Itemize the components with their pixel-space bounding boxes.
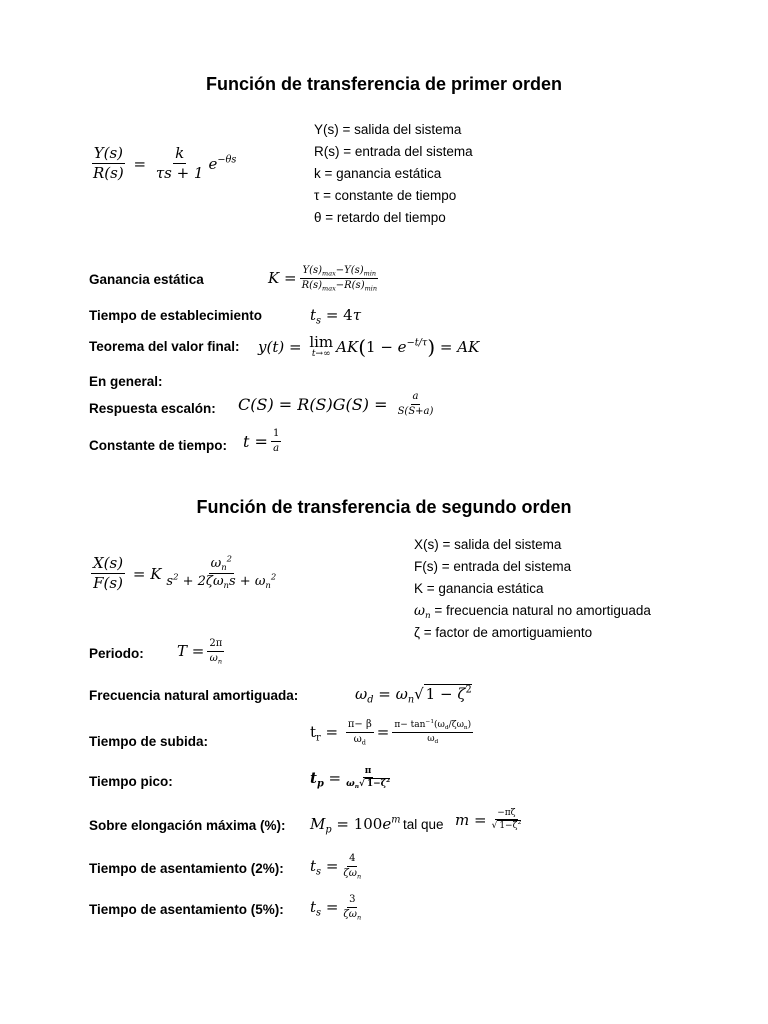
static-gain-formula: K = $\frac{Y(s)_{max}-Y(s)_{min}}{R(s)_{max}-R(s)_{min}}$ xyxy=(268,265,378,292)
settling-2pct-label: Tiempo de asentamiento (2%): xyxy=(89,861,284,876)
rise-time-formula: $t_r$ = $\frac{\pi- \beta}{\omega_d}$ = $\frac{\pi- \tan^{-1}(\omega_d/\zeta\omega_n)}{\omega_d}$ xyxy=(310,719,472,746)
damped-frequency-formula: $\omega_d$ = $\omega_n$ √ $1 - \zeta^2$ xyxy=(355,684,472,705)
period-label: Periodo: xyxy=(89,646,144,661)
step-response-label: Respuesta escalón: xyxy=(89,401,216,416)
settling-5pct-label: Tiempo de asentamiento (5%): xyxy=(89,902,284,917)
overshoot-connector: tal que xyxy=(403,817,444,832)
static-gain-label: Ganancia estática xyxy=(89,272,204,287)
time-constant-label: Constante de tiempo: xyxy=(89,438,228,453)
damped-frequency-label: Frecuencia natural amortiguada: xyxy=(89,688,299,703)
overshoot-formula: $M_p$ = 100 $e^m$ xyxy=(310,814,401,836)
in-general-label: En general: xyxy=(89,374,163,389)
settling-time-formula: $t_s$ = 4 τ xyxy=(310,306,362,327)
time-constant-formula: t = $\frac{1}{a}$ xyxy=(243,428,280,454)
peak-time-label: Tiempo pico: xyxy=(89,774,173,789)
overshoot-label: Sobre elongación máxima (%): xyxy=(89,818,286,833)
definition-item: ζ = factor de amortiguamiento xyxy=(414,625,593,640)
final-value-formula: y(t) = lim t→∞ AK ( 1 − $e^{-t/\tau}$ ) = AK xyxy=(258,333,480,359)
peak-time-formula: $t_p$ = $\frac{\pi}{\omega_n√ 1-\zeta^2}$ xyxy=(310,766,391,791)
settling-time-label: Tiempo de establecimiento xyxy=(89,308,263,323)
overshoot-m-formula: m = $\frac{-\pi\zeta}{√ 1-\zeta^2}$ xyxy=(455,808,522,832)
second-order-definitions xyxy=(414,534,651,644)
definition-item: $\omega_n$ = frecuencia natural no amortiguada xyxy=(414,603,651,622)
definition-item: Y(s) = salida del sistema xyxy=(314,122,462,137)
second-order-title: Función de transferencia de segundo orden xyxy=(196,497,572,517)
second-order-transfer-function: $\frac{X(s)}{F(s)}$ = K $\frac{\omega_n^2}{s^2 + 2\zeta\omega_ns + \omega_n^2}$ xyxy=(93,553,277,593)
definition-item: F(s) = entrada del sistema xyxy=(414,559,572,574)
definition-item: K = ganancia estática xyxy=(414,581,544,596)
settling-5pct-formula: $t_s$ = $\frac{3}{\zeta\omega_n}$ xyxy=(310,894,362,921)
definition-item: τ = constante de tiempo xyxy=(314,188,457,203)
settling-2pct-formula: $t_s$ = $\frac{4}{\zeta\omega_n}$ xyxy=(310,853,362,880)
definition-item: X(s) = salida del sistema xyxy=(414,537,562,552)
final-value-label: Teorema del valor final: xyxy=(89,339,240,354)
first-order-definitions xyxy=(314,119,473,229)
definition-item: R(s) = entrada del sistema xyxy=(314,144,473,159)
rise-time-label: Tiempo de subida: xyxy=(89,734,209,749)
definition-item: k = ganancia estática xyxy=(314,166,442,181)
definition-item: θ = retardo del tiempo xyxy=(314,210,446,225)
step-response-formula: C(S) = R(S)G(S) = $\frac{a}{S(S+a)}$ xyxy=(238,391,434,417)
period-formula: T = $\frac{2\pi}{\omega_n}$ xyxy=(177,638,223,665)
first-order-title: Función de transferencia de primer orden xyxy=(205,74,563,94)
first-order-transfer-function: $\frac{Y(s)}{R(s)}$ = $\frac{k}{\tau s + 1}$ $e^{-\theta s}$ xyxy=(93,144,237,183)
